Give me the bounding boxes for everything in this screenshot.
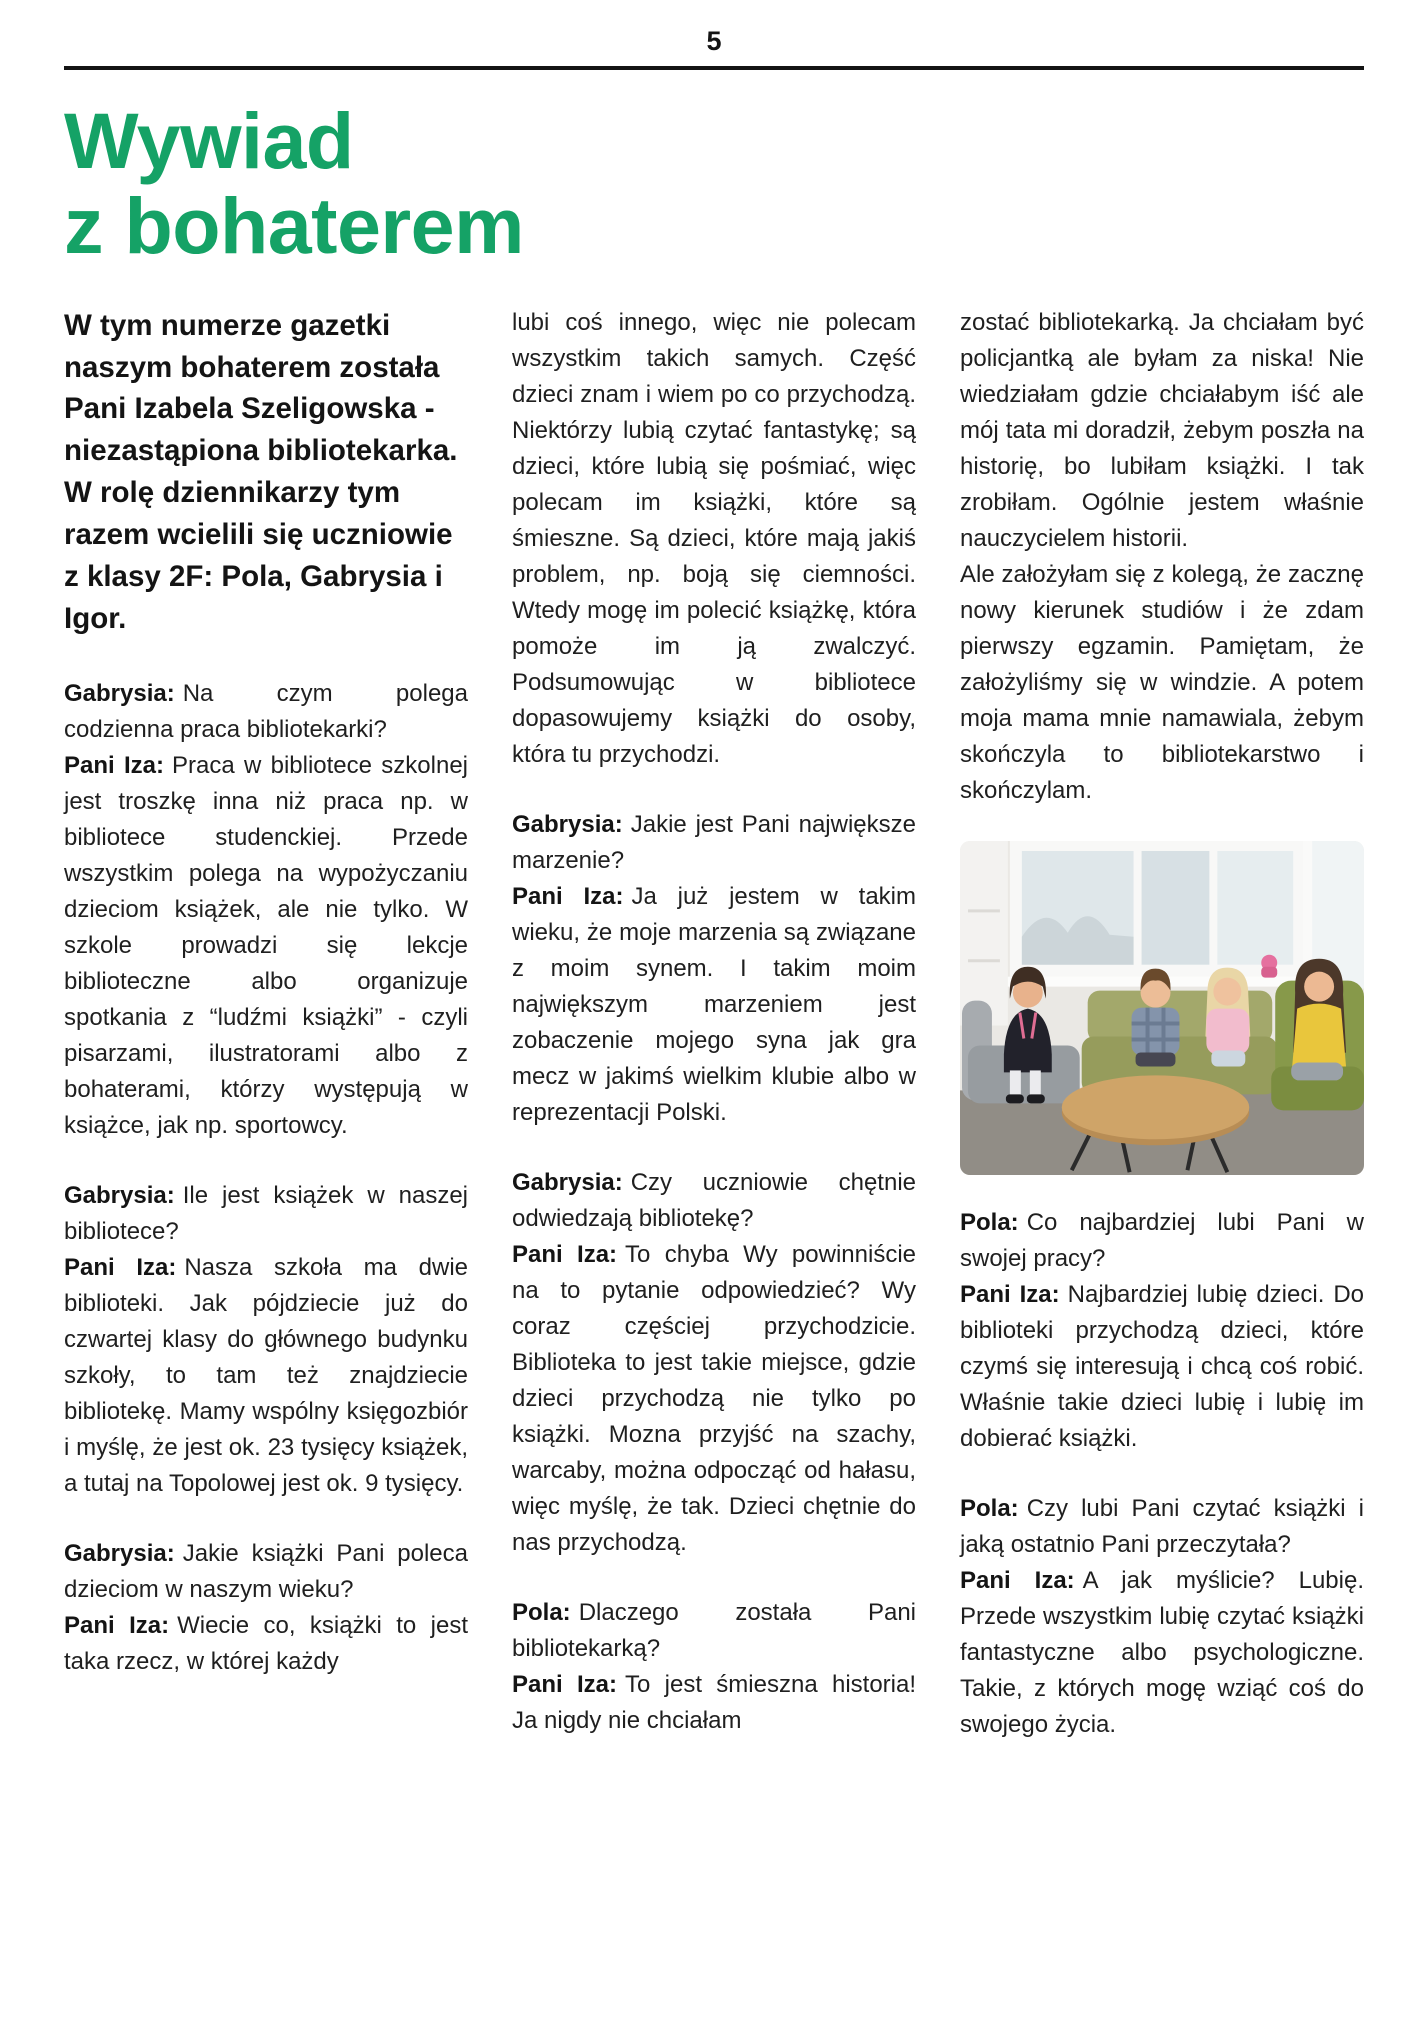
page-header [64, 26, 1364, 70]
speaker-name: Pani Iza: [64, 751, 164, 779]
interview-paragraph [960, 1277, 1364, 1457]
interview-paragraph [512, 879, 916, 1131]
page-number: 5 [706, 26, 722, 56]
paragraph-text: Ile jest książek w naszej bibliotece? [64, 1181, 468, 1245]
title-line-1: Wywiad [64, 96, 354, 185]
speaker-name: Pola: [512, 1598, 571, 1626]
speaker-name: Gabrysia: [64, 1539, 175, 1567]
paragraph-text: Najbardziej lubię dzieci. Do biblioteki przychodzą dzieci, które czymś się interesują i chcą coś robić. Właśnie takie dzieci lubię i lubię im dobierać książki. [960, 1280, 1364, 1452]
speaker-name: Pani Iza: [512, 1670, 617, 1698]
article-columns [64, 305, 1364, 1743]
cabinet [960, 841, 1008, 1026]
interview-paragraph [960, 557, 1364, 809]
paragraph-text: zostać bibliotekarką. Ja chciałam być policjantką ale byłam za niska! Nie wiedziałam gdzie chciałabym iść ale mój tata mi doradził, żebym poszła na historię, bo lubiłam książki. I tak zrobiłam. Ogólnie jestem właśnie nauczycielem historii. [960, 308, 1364, 552]
person-woman-yellow [1291, 958, 1346, 1080]
interview-paragraph [512, 305, 916, 773]
speaker-name: Pola: [960, 1494, 1019, 1522]
interview-paragraph [64, 1608, 468, 1680]
paragraph-text: lubi coś innego, więc nie polecam wszystkim takich samych. Część dzieci znam i wiem po co przychodzą. Niektórzy lubią czytać fantastykę; są dzieci, które lubią się pośmiać, więc polecam im książki, które są śmieszne. Są dzieci, które mają jakiś problem, np. boją się ciemności. Wtedy mogę im polecić książkę, która pomoże im ją zwalczyć. Podsumowując w bibliotece dopasowujemy książki do osoby, która tu przychodzi. [512, 308, 916, 768]
speaker-name: Pani Iza: [64, 1611, 170, 1639]
title-line-2: z bohaterem [64, 181, 524, 271]
paragraph-text: Czy lubi Pani czytać książki i jaką ostatnio Pani przeczytała? [960, 1494, 1364, 1558]
article-title [64, 98, 1364, 269]
interview-paragraph [512, 1595, 916, 1667]
interview-paragraph [960, 1563, 1364, 1743]
interview-paragraph [512, 1165, 916, 1237]
interview-paragraph [960, 1491, 1364, 1563]
interview-paragraph [960, 305, 1364, 557]
paragraph-text: Jakie jest Pani największe marzenie? [512, 810, 916, 874]
paragraph-text: Ale założyłam się z kolegą, że zacznę nowy kierunek studiów i że zdam pierwszy egzamin. Pamiętam, że założyliśmy się w windzie. A potem moja mama mnie namawiala, żebym skończyla to bibliotekarstwo i skończylam. [960, 560, 1364, 804]
paragraph-text: A jak myślicie? Lubię. Przede wszystkim lubię czytać książki fantastyczne albo psychologiczne. Takie, z których mogę wziąć coś do swojego życia. [960, 1566, 1364, 1738]
paragraph-text: Jakie książki Pani poleca dzieciom w naszym wieku? [64, 1539, 468, 1603]
paragraph-text: Na czym polega codzienna praca bibliotekarki? [64, 679, 468, 743]
column-2-paragraphs [512, 305, 916, 1739]
interview-photo-illustration [960, 841, 1364, 1175]
column-3 [960, 305, 1364, 1743]
paragraph-text: Co najbardziej lubi Pani w swojej pracy? [960, 1208, 1364, 1272]
paragraph-text: Czy uczniowie chętnie odwiedzają bibliotekę? [512, 1168, 916, 1232]
interview-paragraph [64, 1250, 468, 1502]
speaker-name: Gabrysia: [512, 1168, 623, 1196]
speaker-name: Gabrysia: [64, 679, 175, 707]
paragraph-text: To chyba Wy powinniście na to pytanie odpowiedzieć? Wy coraz częściej przychodzicie. Biblioteka to jest takie miejsce, gdzie dzieci przychodzą nie tylko po książki. Mozna przyjść na szachy, warcaby, można odpocząć od hałasu, więc myślę, że tak. Dzieci chętnie do nas przychodzą. [512, 1240, 916, 1556]
interview-paragraph [64, 1178, 468, 1250]
person-girl-pink [1205, 967, 1250, 1066]
speaker-name: Pola: [960, 1208, 1019, 1236]
column-1-paragraphs [64, 676, 468, 1680]
interview-paragraph [960, 1205, 1364, 1277]
speaker-name: Pani Iza: [512, 1240, 618, 1268]
interview-paragraph [64, 1536, 468, 1608]
paragraph-text: Dlaczego została Pani bibliotekarką? [512, 1598, 916, 1662]
lead-paragraph: W tym numerze gazetki naszym bohaterem została Pani Izabela Szeligowska - niezastąpiona bibliotekarka. W rolę dziennikarzy tym razem wcielili się uczniowie z klasy 2F: Pola, Gabrysia i Igor. [64, 308, 458, 635]
speaker-name: Gabrysia: [64, 1181, 175, 1209]
speaker-name: Gabrysia: [512, 810, 623, 838]
column-3-bottom-paragraphs [960, 1205, 1364, 1743]
paragraph-text: To jest śmieszna historia! Ja nigdy nie chciałam [512, 1670, 916, 1734]
speaker-name: Pani Iza: [512, 882, 624, 910]
interview-paragraph [512, 1667, 916, 1739]
interview-paragraph [64, 676, 468, 748]
paragraph-text: Nasza szkoła ma dwie biblioteki. Jak pójdziecie już do czwartej klasy do głównego budynku szkoły, to tam też znajdziecie bibliotekę. Mamy wspólny księgozbiór i myślę, że jest ok. 23 tysięcy książek, a tutaj na Topolowej jest ok. 9 tysięcy. [64, 1253, 468, 1497]
header-rule [64, 66, 1364, 70]
interview-paragraph [512, 1237, 916, 1561]
speaker-name: Pani Iza: [960, 1280, 1060, 1308]
interview-paragraph [64, 748, 468, 1144]
speaker-name: Pani Iza: [64, 1253, 177, 1281]
column-1 [64, 305, 468, 1680]
paragraph-text: Wiecie co, książki to jest taka rzecz, w której każdy [64, 1611, 469, 1675]
column-3-top-paragraphs [960, 305, 1364, 809]
interview-paragraph [512, 807, 916, 879]
pink-toy [1261, 954, 1277, 977]
paragraph-text: Praca w bibliotece szkolnej jest troszkę inna niż praca np. w bibliotece studenckiej. Przede wszystkim polega na wypożyczaniu dzieciom książek, ale nie tylko. W szkole prowadzi się lekcje biblioteczne albo organizuje spotkania z “ludźmi książki” - czyli pisarzami, ilustratorami albo z bohaterami, którzy występują w książce, jak np. sportowcy. [64, 751, 468, 1139]
column-2 [512, 305, 916, 1739]
speaker-name: Pani Iza: [960, 1566, 1075, 1594]
paragraph-text: Ja już jestem w takim wieku, że moje marzenia są związane z moim synem. I takim moim największym marzeniem jest zobaczenie mojego syna jak gra mecz w jakimś wielkim klubie albo w reprezentacji Polski. [512, 882, 917, 1126]
interview-photo [960, 841, 1364, 1175]
